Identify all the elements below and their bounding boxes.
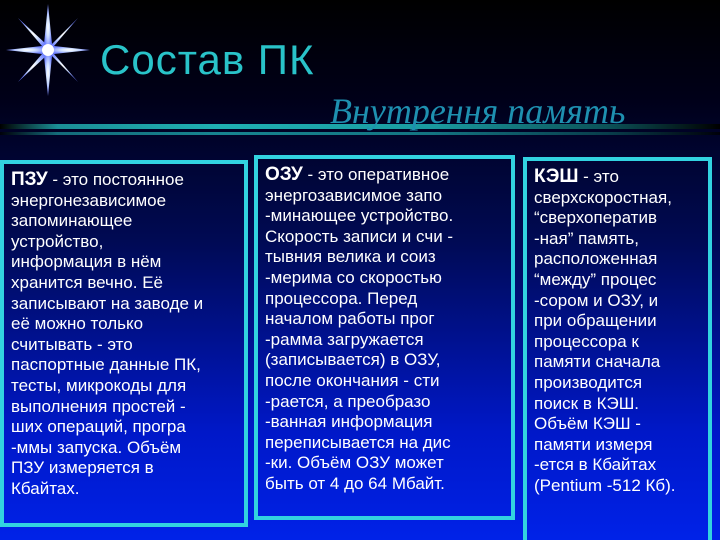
cache-info-box xyxy=(523,157,712,540)
ram-first-line xyxy=(265,165,505,186)
cache-text-line: Объём КЭШ - xyxy=(534,414,641,434)
cache-text-line: -ная” память, xyxy=(534,228,640,248)
cache-term: КЭШ xyxy=(534,166,579,187)
rom-text-line: паспортные данные ПК, xyxy=(11,355,201,375)
rom-text-line: записывают на заводе и xyxy=(11,293,204,313)
ram-term: ОЗУ xyxy=(265,164,303,185)
title-divider-thin xyxy=(0,132,720,135)
ram-text-line: процессора. Перед xyxy=(265,288,418,308)
rom-text-line: её можно только xyxy=(11,314,144,334)
rom-text-line: информация в нём xyxy=(11,252,162,272)
rom-text-line: хранится вечно. Её xyxy=(11,272,163,292)
star-burst-icon xyxy=(6,4,90,96)
ram-text-line: -ванная информация xyxy=(265,412,433,432)
rom-text-line: ших операций, програ xyxy=(11,417,186,437)
rom-text-line: считывать - это xyxy=(11,334,133,354)
ram-text-line: -мерима со скоростью xyxy=(265,267,442,287)
ram-text-line: Скорость записи и счи - xyxy=(265,226,454,246)
rom-text-line: ПЗУ измеряется в xyxy=(11,458,154,478)
ram-text-line: быть от 4 до 64 Мбайт. xyxy=(265,473,445,493)
cache-text-line: памяти измеря xyxy=(534,434,653,454)
ram-text-line: (записывается) в ОЗУ, xyxy=(265,350,441,370)
ram-text-line: тывния велика и соиз xyxy=(265,247,436,267)
ram-text-line: -рается, а преобразо xyxy=(265,391,431,411)
ram-text-line: -рамма загружается xyxy=(265,329,424,349)
cache-text-line: -сором и ОЗУ, и xyxy=(534,290,659,310)
cache-text-line: поиск в КЭШ. xyxy=(534,393,639,413)
cache-first-line-text: - это xyxy=(578,167,619,186)
rom-text-line: выполнения простей - xyxy=(11,396,186,416)
cache-text-line: производится xyxy=(534,372,643,392)
ram-text-line: -минающее устройство. xyxy=(265,206,454,226)
rom-text-line: энергонезависимое xyxy=(11,190,167,210)
cache-text-line: “сверхоператив xyxy=(534,208,657,228)
cache-text-line: (Pentium -512 Кб). xyxy=(534,475,676,495)
rom-text-line: -ммы запуска. Объём xyxy=(11,437,182,457)
cache-text-line: расположенная xyxy=(534,249,658,269)
ram-text-line: после окончания - сти xyxy=(265,370,440,390)
page-title: Состав ПК xyxy=(100,36,315,83)
ram-first-line-text: - это оперативное xyxy=(302,165,450,184)
cache-text-line: -ется в Кбайтах xyxy=(534,455,657,475)
ram-text-line: началом работы прог xyxy=(265,309,435,329)
cache-text-line: памяти сначала xyxy=(534,352,661,372)
cache-text-line: при обращении xyxy=(534,311,657,331)
page-subtitle: Внутрення память xyxy=(330,91,626,131)
rom-text-line: Кбайтах. xyxy=(11,478,80,498)
ram-text-line: -ки. Объём ОЗУ может xyxy=(265,453,444,473)
ram-info-box xyxy=(254,155,515,520)
rom-info-box xyxy=(0,160,248,527)
rom-text-line: тесты, микрокоды для xyxy=(11,375,187,395)
rom-first-line xyxy=(11,170,238,191)
cache-first-line xyxy=(534,167,702,188)
rom-text-line: запоминающее xyxy=(11,211,133,231)
cache-text-line: “между” процес xyxy=(534,269,657,289)
rom-term: ПЗУ xyxy=(11,169,48,190)
cache-text-line: сверхскоростная, xyxy=(534,187,672,207)
ram-text-line: переписывается на дис xyxy=(265,432,451,452)
cache-text-line: процессора к xyxy=(534,331,639,351)
ram-text-line: энергозависимое запо xyxy=(265,185,443,205)
rom-first-line-text: - это постоянное xyxy=(47,170,184,189)
rom-text-line: устройство, xyxy=(11,231,104,251)
